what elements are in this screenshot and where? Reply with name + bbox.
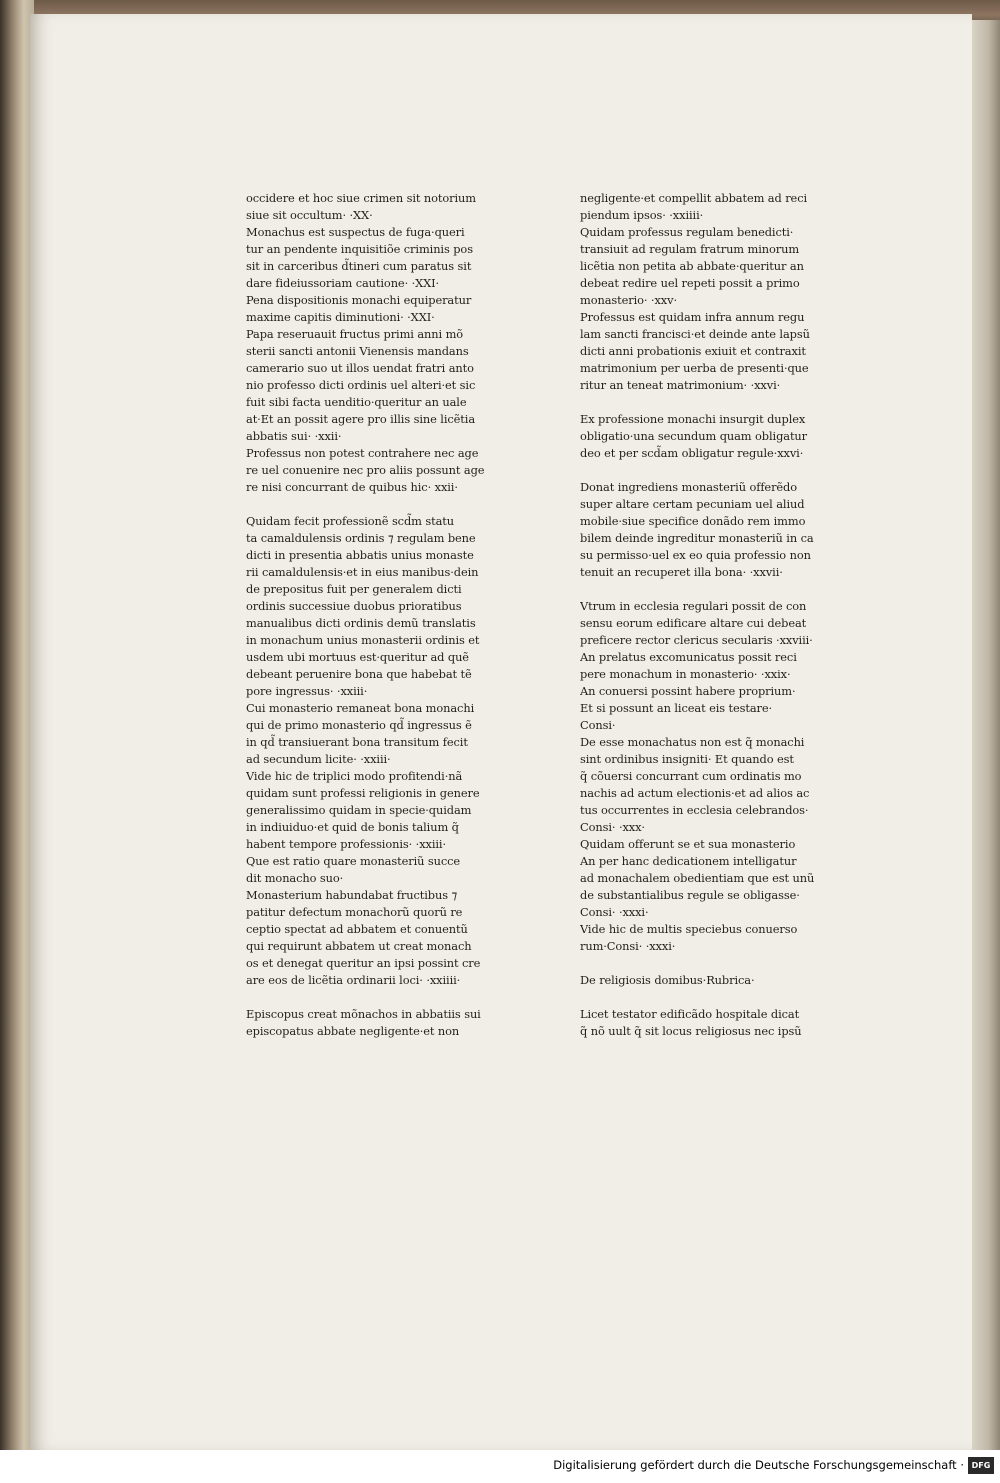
text-line: Consi· ·xxxi·	[580, 905, 649, 919]
text-line: abbatis sui· ·xxii·	[246, 429, 342, 443]
left-text-column	[246, 190, 506, 1040]
text-line: su permisso·uel ex eo quia professio non	[580, 548, 811, 562]
text-line: camerario suo ut illos uendat fratri anto	[246, 361, 474, 375]
text-line: Licet testator edificãdo hospitale dicat	[580, 1007, 800, 1021]
text-line: Vide hic de triplici modo profitendi·nã	[246, 769, 463, 783]
text-line: Consi· ·xxx·	[580, 820, 645, 834]
paragraph-gap	[246, 989, 506, 1006]
right-text-column	[580, 190, 840, 1040]
text-line: Professus non potest contrahere nec age	[246, 446, 479, 460]
text-line: Vtrum in ecclesia regulari possit de con	[580, 599, 807, 613]
text-line: preficere rector clericus secularis ·xxviii·	[580, 633, 813, 647]
text-line: os et denegat queritur an ipsi possint cre	[246, 956, 481, 970]
text-line: ordinis successiue duobus prioratibus	[246, 599, 462, 613]
text-line: bilem deinde ingreditur monasteriũ in ca	[580, 531, 814, 545]
text-line: obligatio·una secundum quam obligatur	[580, 429, 808, 443]
text-line: ritur an teneat matrimonium· ·xxvi·	[580, 378, 781, 392]
text-line: Ex professione monachi insurgit duplex	[580, 412, 806, 426]
text-line: siue sit occultum· ·XX·	[246, 208, 373, 222]
text-line: dit monacho suo·	[246, 871, 344, 885]
text-line: in qd̃ transiuerant bona transitum fecit	[246, 735, 468, 749]
text-line: Quidam offerunt se et sua monasterio	[580, 837, 796, 851]
text-line: de substantialibus regule se obligasse·	[580, 888, 800, 902]
text-line: pore ingressus· ·xxiii·	[246, 684, 368, 698]
text-line: Episcopus creat mõnachos in abbatiis sui	[246, 1007, 481, 1021]
text-line: matrimonium per uerba de presenti·que	[580, 361, 809, 375]
text-line: sensu eorum edificare altare cui debeat	[580, 616, 807, 630]
paragraph-gap	[580, 955, 840, 972]
page-stack-edge	[972, 20, 1000, 1450]
text-line: An per hanc dedicationem intelligatur	[580, 854, 797, 868]
text-line: in monachum unius monasterii ordinis et	[246, 633, 480, 647]
text-line: Pena dispositionis monachi equiperatur	[246, 293, 472, 307]
text-line: licẽtia non petita ab abbate·queritur an	[580, 259, 804, 273]
text-line: maxime capitis diminutioni· ·XXI·	[246, 310, 435, 324]
text-line: q̃ nõ uult q̃ sit locus religiosus nec ipsũ	[580, 1024, 802, 1038]
text-line: piendum ipsos· ·xxiiii·	[580, 208, 704, 222]
text-line: transiuit ad regulam fratrum minorum	[580, 242, 800, 256]
text-line: fuit sibi facta uenditio·queritur an uale	[246, 395, 467, 409]
text-line: at·Et an possit agere pro illis sine licẽtia	[246, 412, 476, 426]
funding-credit: Digitalisierung gefördert durch die Deutsche Forschungsgemeinschaft ·	[553, 1458, 964, 1472]
text-line: qui requirunt abbatem ut creat monach	[246, 939, 472, 953]
text-line: De religiosis domibus·Rubrica·	[580, 973, 755, 987]
text-line: habent tempore professionis· ·xxiii·	[246, 837, 446, 851]
text-line: q̃ cõuersi concurrant cum ordinatis mo	[580, 769, 802, 783]
text-line: dicti anni probationis exiuit et contraxit	[580, 344, 806, 358]
text-line: generalissimo quidam in specie·quidam	[246, 803, 472, 817]
text-line: ad secundum licite· ·xxiii·	[246, 752, 391, 766]
text-line: de prepositus fuit per generalem dicti	[246, 582, 462, 596]
text-line: tur an pendente inquisitiõe criminis pos	[246, 242, 473, 256]
paragraph-gap	[580, 581, 840, 598]
text-line: Cui monasterio remaneat bona monachi	[246, 701, 475, 715]
paragraph-gap	[580, 989, 840, 1006]
text-line: manualibus dicti ordinis demũ translatis	[246, 616, 476, 630]
text-line: negligente·et compellit abbatem ad reci	[580, 191, 808, 205]
text-line: rum·Consi· ·xxxi·	[580, 939, 676, 953]
text-line: debeat redire uel repeti possit a primo	[580, 276, 800, 290]
text-line: ta camaldulensis ordinis ⁊ regulam bene	[246, 531, 476, 545]
paragraph-gap	[580, 394, 840, 411]
book-binding-spine	[0, 0, 34, 1450]
text-line: Professus est quidam infra annum regu	[580, 310, 805, 324]
text-line: sit in carceribus d̃tineri cum paratus sit	[246, 259, 472, 273]
text-line: patitur defectum monachorũ quorũ re	[246, 905, 463, 919]
text-line: Monasterium habundabat fructibus ⁊	[246, 888, 458, 902]
paragraph-gap	[580, 462, 840, 479]
text-line: qui de primo monasterio qd̃ ingressus ẽ	[246, 718, 472, 732]
text-line: tenuit an recuperet illa bona· ·xxvii·	[580, 565, 783, 579]
text-line: Monachus est suspectus de fuga·queri	[246, 225, 465, 239]
text-line: re nisi concurrant de quibus hic· xxii·	[246, 480, 458, 494]
text-line: ceptio spectat ad abbatem et conuentũ	[246, 922, 468, 936]
text-line: Donat ingrediens monasteriũ offerẽdo	[580, 480, 798, 494]
text-line: Vide hic de multis speciebus conuerso	[580, 922, 798, 936]
text-line: tus occurrentes in ecclesia celebrandos·	[580, 803, 809, 817]
text-line: sterii sancti antonii Vienensis mandans	[246, 344, 469, 358]
text-line: usdem ubi mortuus est·queritur ad quẽ	[246, 650, 469, 664]
paragraph-gap	[246, 496, 506, 513]
text-line: nio professo dicti ordinis uel alteri·et sic	[246, 378, 476, 392]
text-line: rii camaldulensis·et in eius manibus·dein	[246, 565, 479, 579]
text-line: pere monachum in monasterio· ·xxix·	[580, 667, 791, 681]
text-line: Que est ratio quare monasteriũ succe	[246, 854, 461, 868]
text-line: debeant peruenire bona que habebat tẽ	[246, 667, 472, 681]
text-line: dicti in presentia abbatis unius monaste	[246, 548, 474, 562]
footer-bar	[0, 1450, 1000, 1483]
text-line: lam sancti francisci·et deinde ante lapsũ	[580, 327, 810, 341]
text-line: monasterio· ·xxv·	[580, 293, 677, 307]
text-line: Et si possunt an liceat eis testare·	[580, 701, 773, 715]
text-line: An prelatus excomunicatus possit reci	[580, 650, 797, 664]
text-line: nachis ad actum electionis·et ad alios ac	[580, 786, 810, 800]
text-line: are eos de licẽtia ordinarii loci· ·xxiiii·	[246, 973, 461, 987]
text-line: De esse monachatus non est q̃ monachi	[580, 735, 805, 749]
text-line: An conuersi possint habere proprium·	[580, 684, 796, 698]
text-line: deo et per scd̃am obligatur regule·xxvi·	[580, 446, 804, 460]
text-line: mobile·siue specifice donãdo rem immo	[580, 514, 806, 528]
text-line: Quidam fecit professionẽ scd̃m statu	[246, 514, 455, 528]
text-line: re uel conuenire nec pro aliis possunt age	[246, 463, 485, 477]
text-line: episcopatus abbate negligente·et non	[246, 1024, 460, 1038]
text-line: ad monachalem obedientiam que est unũ	[580, 871, 815, 885]
text-line: Quidam professus regulam benedicti·	[580, 225, 794, 239]
text-line: sint ordinibus insigniti· Et quando est	[580, 752, 794, 766]
text-line: quidam sunt professi religionis in genere	[246, 786, 480, 800]
text-line: Papa reseruauit fructus primi anni mõ	[246, 327, 464, 341]
text-line: Consi·	[580, 718, 616, 732]
text-line: dare fideiussoriam cautione· ·XXI·	[246, 276, 440, 290]
dfg-logo-icon: DFG	[968, 1457, 994, 1474]
text-line: occidere et hoc siue crimen sit notorium	[246, 191, 476, 205]
text-line: super altare certam pecuniam uel aliud	[580, 497, 805, 511]
text-line: in indiuiduo·et quid de bonis talium q̃	[246, 820, 459, 834]
